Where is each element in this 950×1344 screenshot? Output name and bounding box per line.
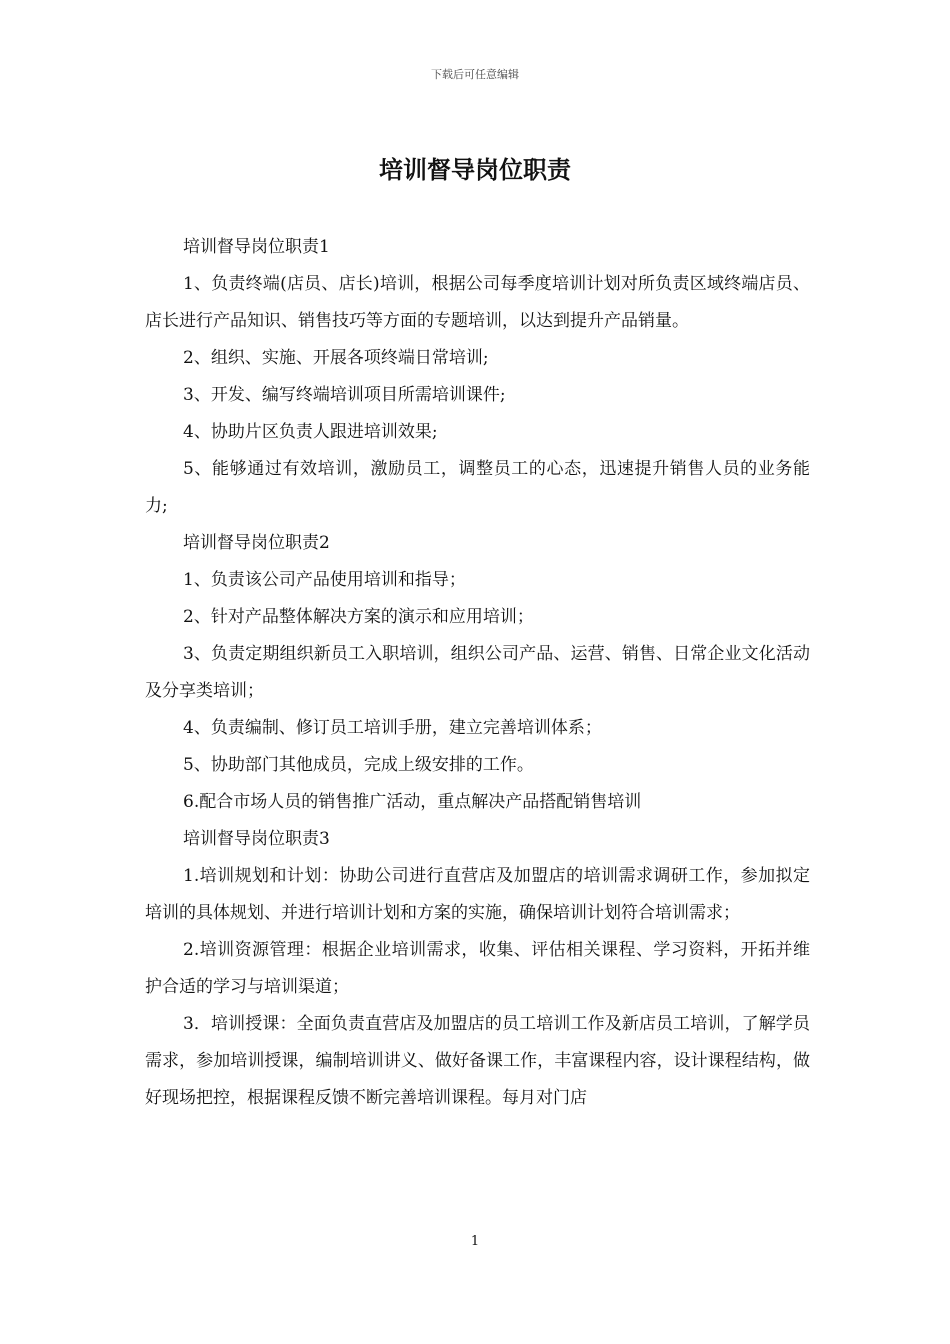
header-note: 下载后可任意编辑 (431, 68, 519, 81)
paragraph: 5、协助部门其他成员，完成上级安排的工作。 (183, 755, 534, 775)
paragraph: 5、能够通过有效培训，激励员工，调整员工的心态，迅速提升销售人员的业务能力; (145, 459, 810, 516)
paragraph: 3、开发、编写终端培训项目所需培训课件; (183, 385, 506, 405)
paragraph: 4、负责编制、修订员工培训手册，建立完善培训体系； (183, 718, 602, 738)
paragraph: 2、组织、实施、开展各项终端日常培训; (183, 348, 489, 368)
paragraph: 3．培训授课：全面负责直营店及加盟店的员工培训工作及新店员工培训，了解学员需求，参加培训授课，编制培训讲义、做好备课工作，丰富课程内容，设计课程结构，做好现场把控，根据课程反馈不断完善培训课程。每月对门店 (145, 1014, 810, 1108)
paragraph: 4、协助片区负责人跟进培训效果; (183, 422, 438, 442)
paragraph: 1、负责终端(店员、店长)培训，根据公司每季度培训计划对所负责区域终端店员、店长进行产品知识、销售技巧等方面的专题培训，以达到提升产品销量。 (145, 274, 810, 331)
paragraph: 2.培训资源管理：根据企业培训需求，收集、评估相关课程、学习资料，开拓并维护合适的学习与培训渠道； (145, 940, 810, 997)
section-heading-3: 培训督导岗位职责3 (183, 829, 330, 849)
paragraph: 1.培训规划和计划：协助公司进行直营店及加盟店的培训需求调研工作，参加拟定培训的具体规划、并进行培训计划和方案的实施，确保培训计划符合培训需求； (145, 866, 810, 923)
document-body (145, 229, 810, 1117)
paragraph: 6.配合市场人员的销售推广活动，重点解决产品搭配销售培训 (183, 792, 642, 812)
page-number: 1 (470, 1234, 480, 1249)
paragraph: 1、负责该公司产品使用培训和指导； (183, 570, 466, 590)
section-heading-1: 培训督导岗位职责1 (183, 237, 330, 257)
section-heading-2: 培训督导岗位职责2 (183, 533, 330, 553)
paragraph: 2、针对产品整体解决方案的演示和应用培训； (183, 607, 534, 627)
paragraph: 3、负责定期组织新员工入职培训，组织公司产品、运营、销售、日常企业文化活动及分享类培训； (145, 644, 810, 701)
document-title: 培训督导岗位职责 (379, 155, 571, 184)
